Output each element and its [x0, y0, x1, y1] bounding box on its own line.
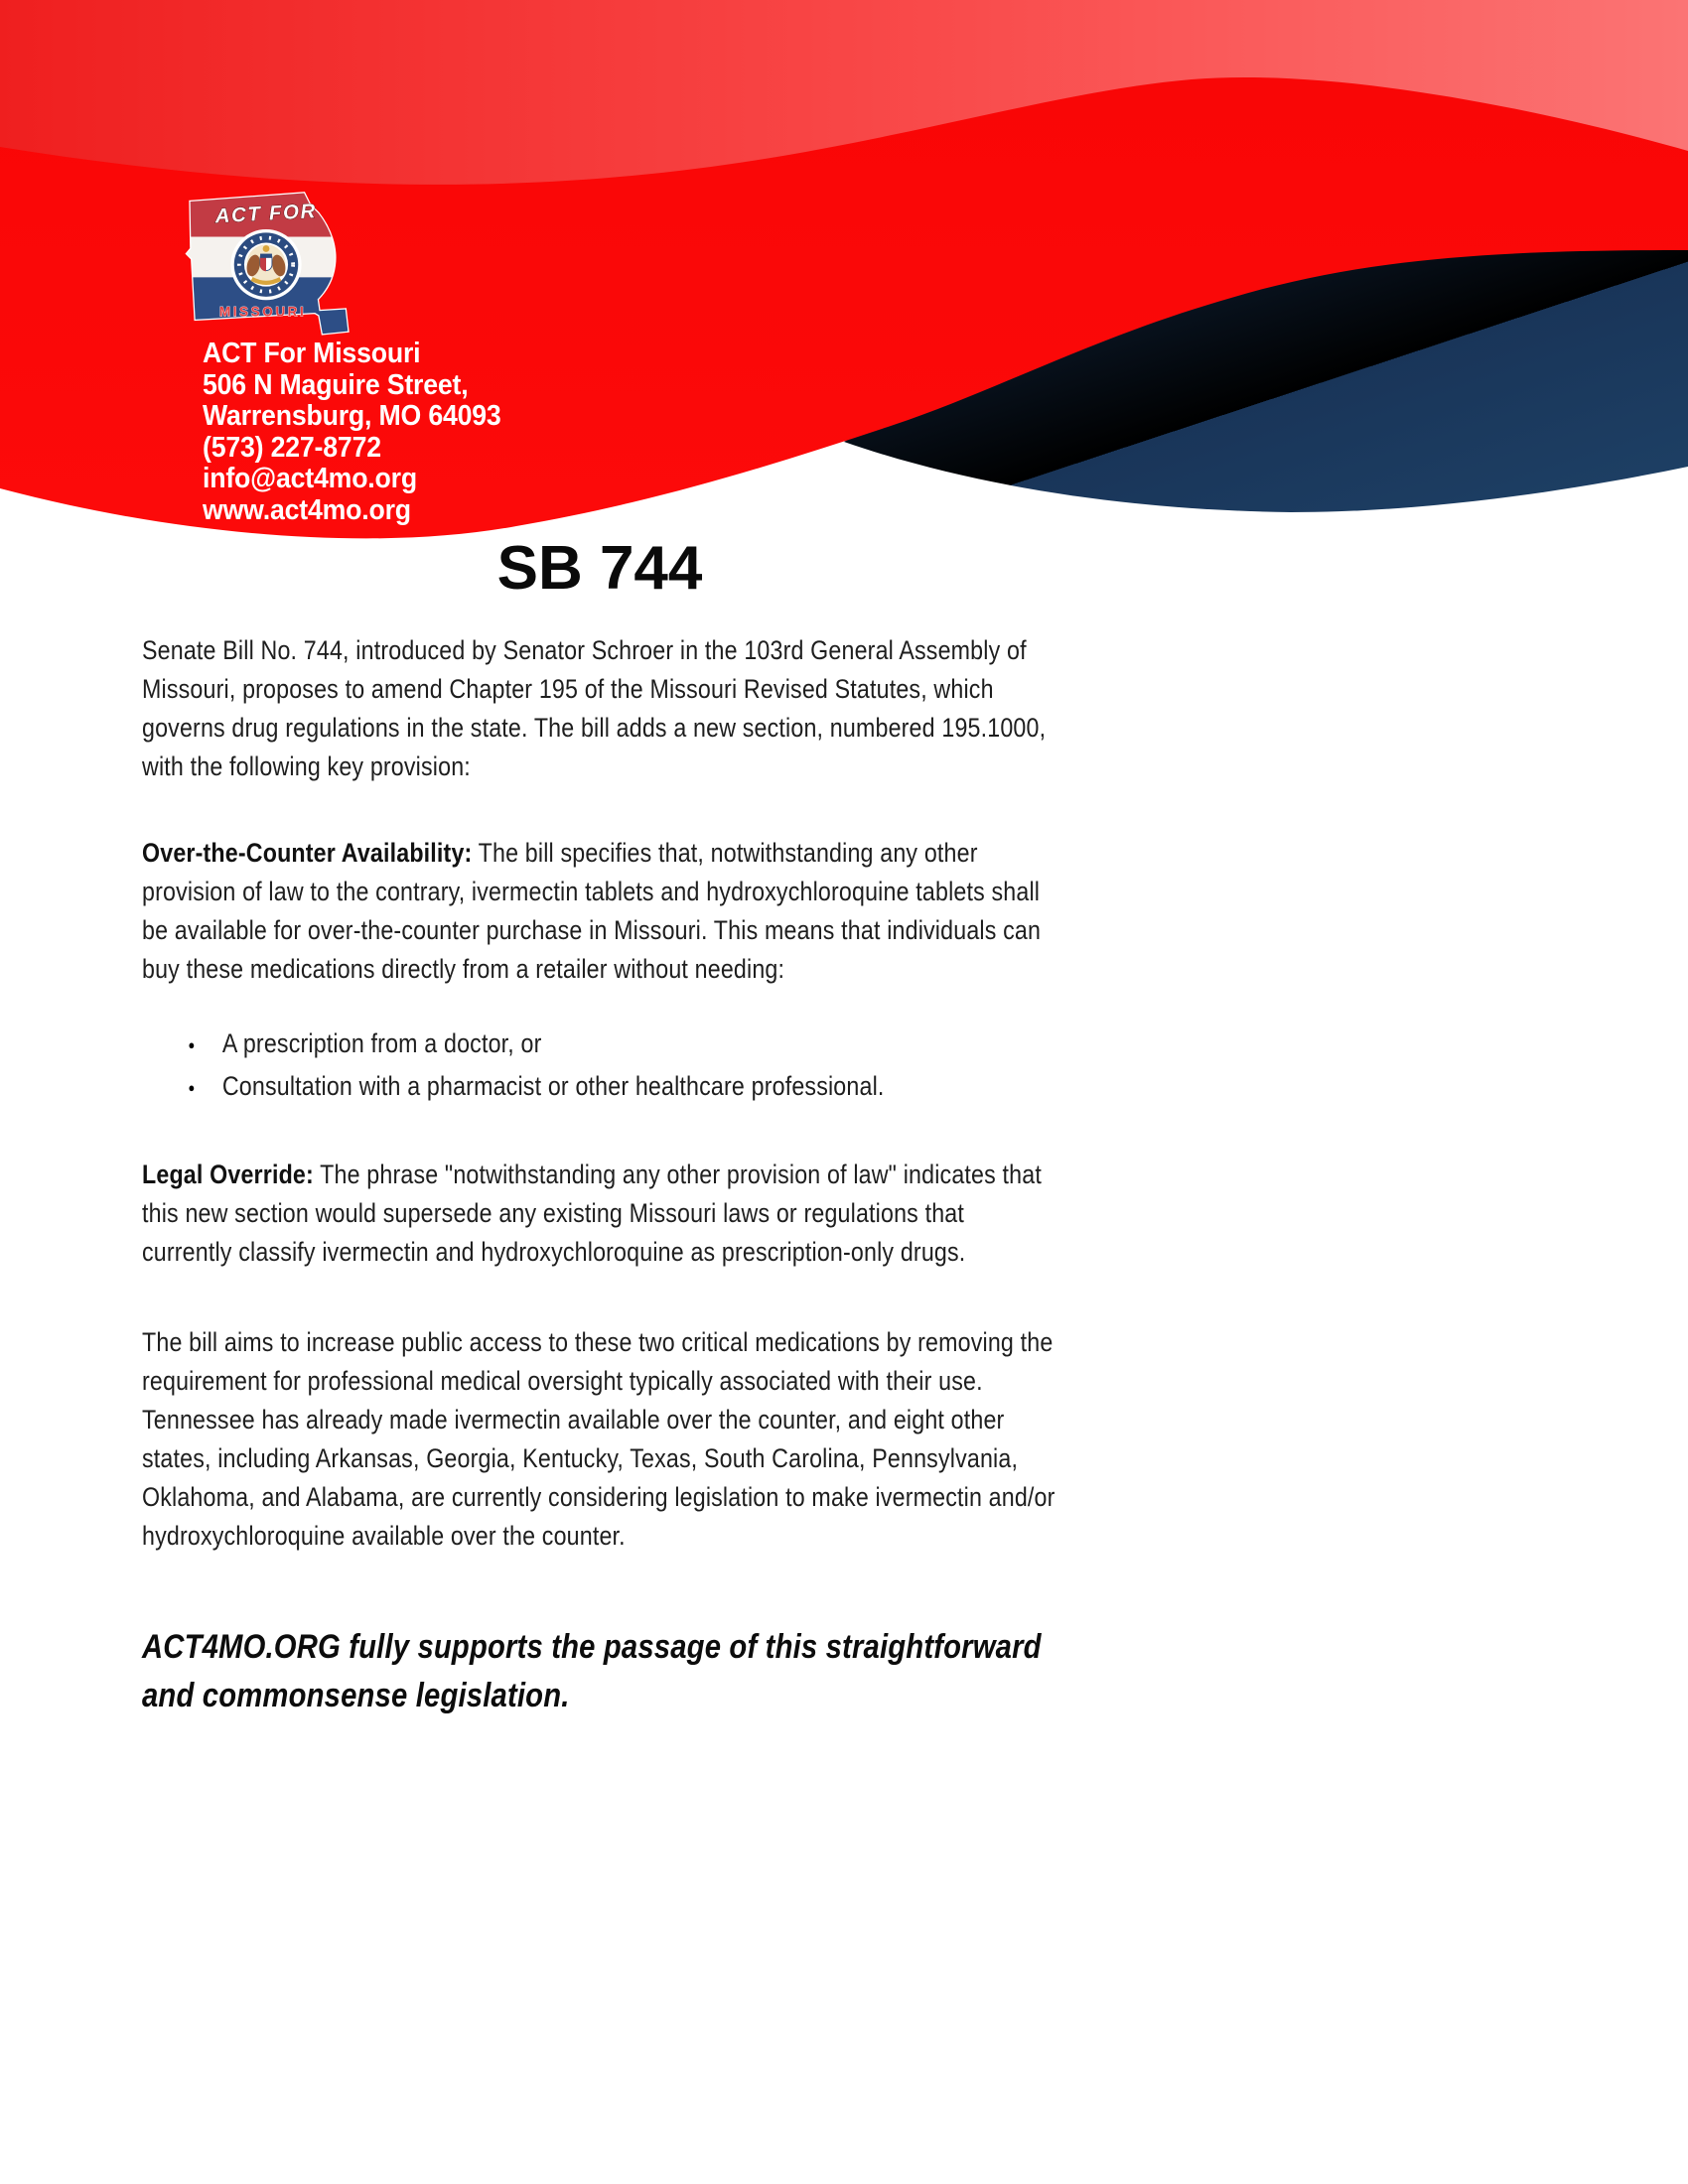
list-item: ● Consultation with a pharmacist or other healthcare professional.: [222, 1065, 1057, 1108]
closing-statement: ACT4MO.ORG fully supports the passage of this straightforward and commonsense legislation.: [142, 1628, 1042, 1714]
paragraph-intro: Senate Bill No. 744, introduced by Senator Schroer in the 103rd General Assembly of Missouri, proposes to amend Chapter 195 of the Missouri Revised Statutes, which governs drug regulations in the state. The bill adds a new section, numbered 195.1000, with the following key provision:: [142, 635, 1047, 781]
contact-street: 506 N Maguire Street,: [203, 368, 469, 401]
page-title: SB 744: [496, 534, 703, 603]
contact-email-link[interactable]: info@act4mo.org: [203, 463, 417, 494]
legal-lead-label: Legal Override:: [142, 1160, 314, 1189]
logo-tagline-text: ACT FOR: [214, 200, 318, 228]
document-body: [142, 536, 1057, 1720]
contact-city: Warrensburg, MO 64093: [203, 400, 501, 432]
contact-website-link[interactable]: www.act4mo.org: [203, 493, 411, 526]
missouri-seal: [230, 229, 301, 300]
otc-body-text: The bill specifies that, notwithstanding any other provision of law to the contrary, ivermectin tablets and hydroxychloroquine tablets shall be available for over-the-counter purchase in Missouri. This means that individuals can buy these medications directly from a retailer without needing:: [142, 838, 1042, 984]
act-for-missouri-logo: [182, 185, 351, 341]
otc-lead-label: Over-the-Counter Availability:: [142, 838, 473, 868]
paragraph-otc: [142, 834, 1057, 989]
seal-crest: [263, 245, 270, 252]
logo-state-text: MISSOURI: [218, 304, 307, 320]
bullet-list: [142, 1023, 1057, 1108]
paragraph-legal: [142, 1156, 1057, 1272]
paragraph-aims: The bill aims to increase public access to these two critical medications by removing the requirement for professional medical oversight typically associated with their use. Tennessee has already made ivermectin available over the counter, and eight other states, including Arkansas, Georgia, Kentucky, Texas, South Carolina, Pennsylvania, Oklahoma, and Alabama, are currently considering legislation to make ivermectin and/or hydroxychloroquine available over the counter.: [142, 1327, 1055, 1551]
contact-phone: (573) 227-8772: [203, 431, 381, 464]
list-item: ● A prescription from a doctor, or: [222, 1023, 1057, 1065]
contact-block: [203, 339, 501, 526]
legal-body-text: The phrase "notwithstanding any other provision of law" indicates that this new section would supersede any existing Missouri laws or regulations that currently classify ivermectin and hydroxychloroquine as prescription-only drugs.: [142, 1160, 1042, 1267]
contact-org: ACT For Missouri: [203, 338, 421, 369]
